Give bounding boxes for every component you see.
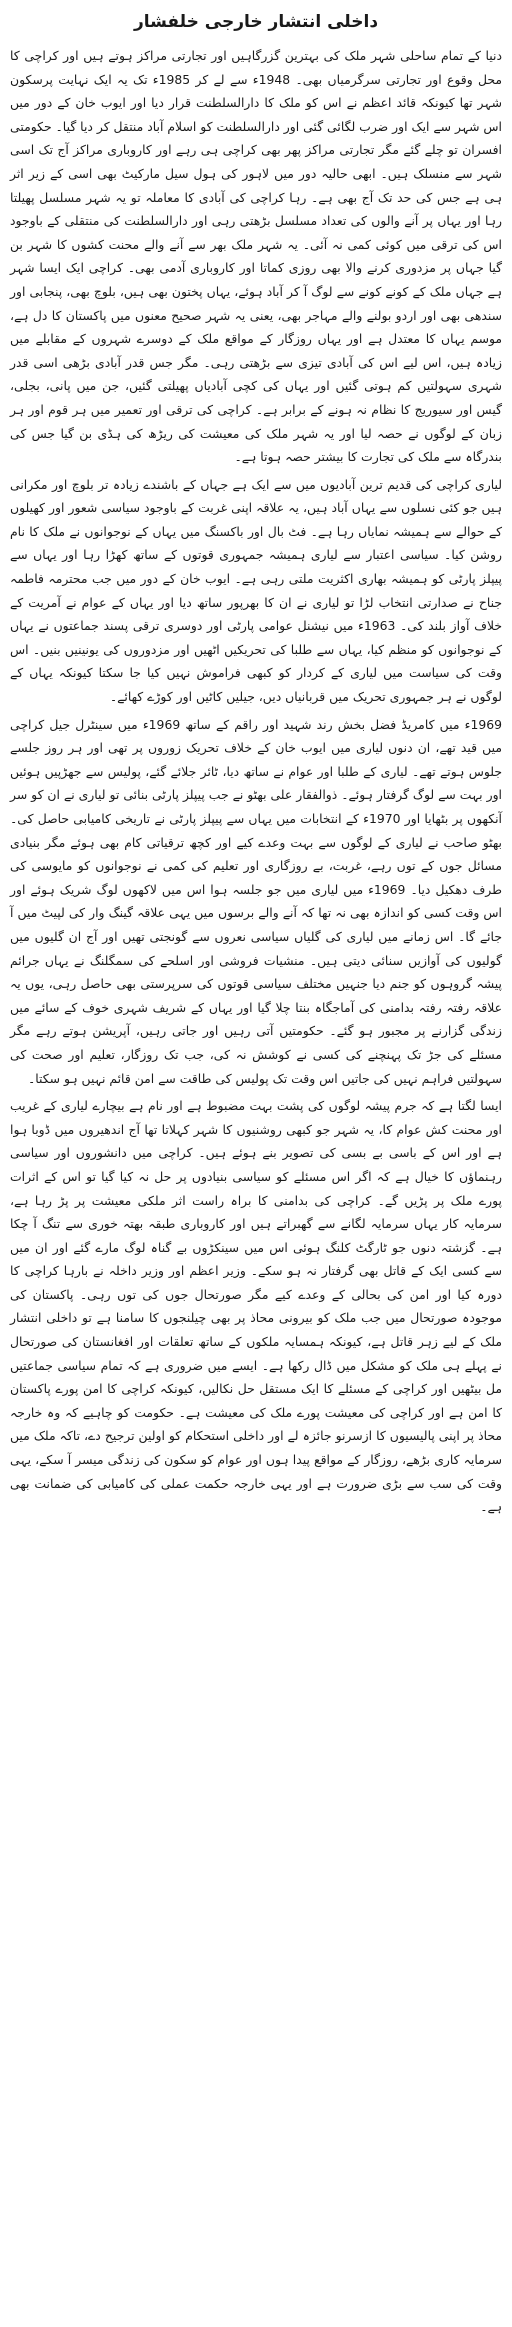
article-paragraph: ایسا لگتا ہے کہ جرم پیشہ لوگوں کی پشت بہت مضبوط ہے اور نام ہے بیچارے لیاری کے غریب اور محنت کش عوام کا، یہ شہر جو کبھی روشنیوں کا شہر کہلاتا تھا آج اندھیروں میں ڈوبا ہوا ہے اور اس کے باسی بے بسی کی تصویر بنے ہوئے ہیں۔ کراچی میں دانشوروں اور سیاسی رہنماؤں کا خیال ہے کہ اگر اس مسئلے کو سیاسی بنیادوں پر حل نہ کیا گیا تو اس کے اثرات پورے ملک پر پڑیں گے۔ کراچی کی بدامنی کا براہ راست اثر ملکی معیشت پر پڑ رہا ہے، سرمایہ کار یہاں سرمایہ لگانے سے گھبراتے ہیں اور کاروباری طبقہ بھتہ خوری سے تنگ آ چکا ہے۔ گزشتہ دنوں جو ٹارگٹ کلنگ ہوئی اس میں سینکڑوں بے گناہ لوگ مارے گئے اور ان میں سے کسی ایک کے قاتل بھی گرفتار نہ ہو سکے۔ وزیر اعظم اور وزیر داخلہ نے بارہا کراچی کا دورہ کیا اور امن کی بحالی کے وعدے کیے مگر صورتحال جوں کی توں رہی۔ پاکستان کی موجودہ صورتحال میں جب ملک کو بیرونی محاذ پر بھی چیلنجوں کا سامنا ہے تو داخلی انتشار ملک کے لیے زہر قاتل ہے، کیونکہ ہمسایہ ملکوں کے ساتھ تعلقات اور افغانستان کی صورتحال نے پہلے ہی ملک کو مشکل میں ڈال رکھا ہے۔ ایسے میں ضروری ہے کہ تمام سیاسی جماعتیں مل بیٹھیں اور کراچی کے مسئلے کا ایک مستقل حل نکالیں، کیونکہ کراچی کا امن پورے پاکستان کا امن ہے اور کراچی کی معیشت پورے ملک کی معیشت ہے۔ حکومت کو چاہیے کہ وہ خارجہ محاذ پر اپنی پالیسیوں کا ازسرنو جائزہ لے اور داخلی استحکام کو اولین ترجیح دے، تاکہ ملک میں سرمایہ کاری بڑھے، روزگار کے مواقع پیدا ہوں اور عوام کو سکون کی زندگی میسر آ سکے، یہی وقت کی سب سے بڑی ضرورت ہے اور یہی خارجہ حکمت عملی کی کامیابی کی ضمانت بھی ہے۔: [10, 1098, 502, 1515]
article-paragraph: لیاری کراچی کی قدیم ترین آبادیوں میں سے ایک ہے جہاں کے باشندے زیادہ تر بلوچ اور مکرانی ہیں جو کئی نسلوں سے یہاں آباد ہیں، یہ علاقہ اپنی غربت کے باوجود سیاسی شعور اور کھیلوں کے حوالے سے ہمیشہ نمایاں رہا ہے۔ فٹ بال اور باکسنگ میں یہاں کے نوجوانوں نے ملک کا نام روشن کیا۔ سیاسی اعتبار سے لیاری ہمیشہ جمہوری قوتوں کے ساتھ کھڑا رہا اور یہاں سے پیپلز پارٹی کو ہمیشہ بھاری اکثریت ملتی رہی ہے۔ ایوب خان کے دور میں جب محترمہ فاطمہ جناح نے صدارتی انتخاب لڑا تو لیاری نے ان کا بھرپور ساتھ دیا اور یہاں کے عوام نے آمریت کے خلاف آواز بلند کی۔ 1963ء میں نیشنل عوامی پارٹی اور دوسری ترقی پسند جماعتوں نے یہاں کے نوجوانوں کو منظم کیا، یہاں سے طلبا کی تحریکیں اٹھیں اور مزدوروں کی یونینیں بنیں۔ اس وقت کی سیاست میں لیاری کے کردار کو کبھی فراموش نہیں کیا جا سکتا کیونکہ یہاں کے لوگوں نے ہر جمہوری تحریک میں قربانیاں دیں، جیلیں کاٹیں اور کوڑے کھائے۔: [10, 476, 502, 705]
article-headline: داخلی انتشار خارجی خلفشار: [133, 12, 379, 32]
article-body: [10, 44, 502, 1519]
article-paragraph: دنیا کے تمام ساحلی شہر ملک کی بہترین گزرگاہیں اور تجارتی مراکز ہوتے ہیں اور کراچی کا محل وقوع اور تجارتی سرگرمیاں بھی۔ 1948ء سے لے کر 1985ء تک یہ ایک نہایت پرسکون شہر تھا کیونکہ قائد اعظم نے اس کو ملک کا دارالسلطنت قرار دیا اور ایوب خان کے دور میں اس شہر سے ایک اور ضرب لگائی گئی اور دارالسلطنت کو اسلام آباد منتقل کر دیا گیا۔ حکومتی افسران تو چلے گئے مگر تجارتی مراکز پھر بھی کراچی ہی رہے اور کاروباری مراکز آج تک اسی شہر سے منسلک ہیں۔ ابھی حالیہ دور میں لاہور کی ہول سیل مارکیٹ بھی اسی کے زیر اثر ہی ہے جس کی حد تک آج بھی ہے۔ رہا کراچی کی آبادی کا معاملہ تو یہ شہر مسلسل پھیلتا رہا اور یہاں پر آنے والوں کی تعداد مسلسل بڑھتی رہی اور دارالسلطنت کی منتقلی کے باوجود اس کی ترقی میں کوئی کمی نہ آئی۔ یہ شہر ملک بھر سے آنے والے محنت کشوں کا شہر بن گیا جہاں پر مزدوری کرنے والا بھی روزی کماتا اور کاروباری آدمی بھی۔ کراچی ایک ایسا شہر ہے جہاں ملک کے کونے کونے سے لوگ آ کر آباد ہوئے، یہاں پختون بھی ہیں، بلوچ بھی، پنجابی اور سندھی بھی اور اردو بولنے والے مہاجر بھی، یعنی یہ شہر صحیح معنوں میں پاکستان کا دل ہے، موسم یہاں کا معتدل ہے اور یہاں روزگار کے مواقع ملک کے دوسرے شہروں کے مقابلے میں زیادہ ہیں، اس لیے اس کی آبادی تیزی سے بڑھتی رہی۔ مگر جس قدر آبادی بڑھی اسی قدر شہری سہولتیں کم ہوتی گئیں اور یہاں کی کچی آبادیاں پھیلتی گئیں، جن میں پانی، بجلی، گیس اور سیوریج کا نظام نہ ہونے کے برابر ہے۔ کراچی کی ترقی اور تعمیر میں ہر قوم اور ہر زبان کے لوگوں نے حصہ لیا اور یہ شہر ملک کی معیشت کی ریڑھ کی ہڈی بن گیا جس کی بندرگاہ سے ملک کی تجارت کا بیشتر حصہ ہوتا ہے۔: [10, 48, 502, 465]
article-paragraph: 1969ء میں کامریڈ فضل بخش رند شہید اور راقم کے ساتھ 1969ء میں سینٹرل جیل کراچی میں قید تھے، ان دنوں لیاری میں ایوب خان کے خلاف تحریک زوروں پر تھی اور ہر روز جلسے جلوس ہوتے تھے۔ لیاری کے طلبا اور عوام نے ساتھ دیا، ٹائر جلائے گئے، پولیس سے جھڑپیں ہوئیں اور بہت سے لوگ گرفتار ہوئے۔ ذوالفقار علی بھٹو نے جب پیپلز پارٹی بنائی تو لیاری نے ان کو سر آنکھوں پر بٹھایا اور 1970ء کے انتخابات میں یہاں سے پیپلز پارٹی نے تاریخی کامیابی حاصل کی۔ بھٹو صاحب نے لیاری کے لوگوں سے بہت وعدے کیے اور کچھ ترقیاتی کام بھی ہوئے مگر بنیادی مسائل جوں کے توں رہے، غربت، بے روزگاری اور تعلیم کی کمی نے نوجوانوں کو مایوسی کی طرف دھکیل دیا۔ 1969ء میں لیاری میں جو جلسہ ہوا اس میں لاکھوں لوگ شریک ہوئے اور اس وقت کسی کو اندازہ بھی نہ تھا کہ آنے والے برسوں میں یہی علاقہ گینگ وار کی لپیٹ میں آ جائے گا۔ اس زمانے میں لیاری کی گلیاں سیاسی نعروں سے گونجتی تھیں اور آج ان گلیوں میں گولیوں کی آوازیں سنائی دیتی ہیں۔ منشیات فروشی اور اسلحے کی سمگلنگ نے یہاں جرائم پیشہ گروہوں کو جنم دیا جنہیں مختلف سیاسی قوتوں کی سرپرستی بھی حاصل رہی، یوں یہ علاقہ رفتہ رفتہ بدامنی کی آماجگاہ بنتا چلا گیا اور یہاں کے شریف شہری خوف کے سائے میں زندگی گزارنے پر مجبور ہو گئے۔ حکومتیں آتی رہیں اور جاتی رہیں، آپریشن ہوتے رہے مگر مسئلے کی جڑ تک پہنچنے کی کسی نے کوشش نہ کی، جب تک روزگار، تعلیم اور صحت کی سہولتیں فراہم نہیں کی جاتیں اس وقت تک پولیس کی طاقت سے امن قائم نہیں ہو سکتا۔: [10, 716, 502, 1086]
